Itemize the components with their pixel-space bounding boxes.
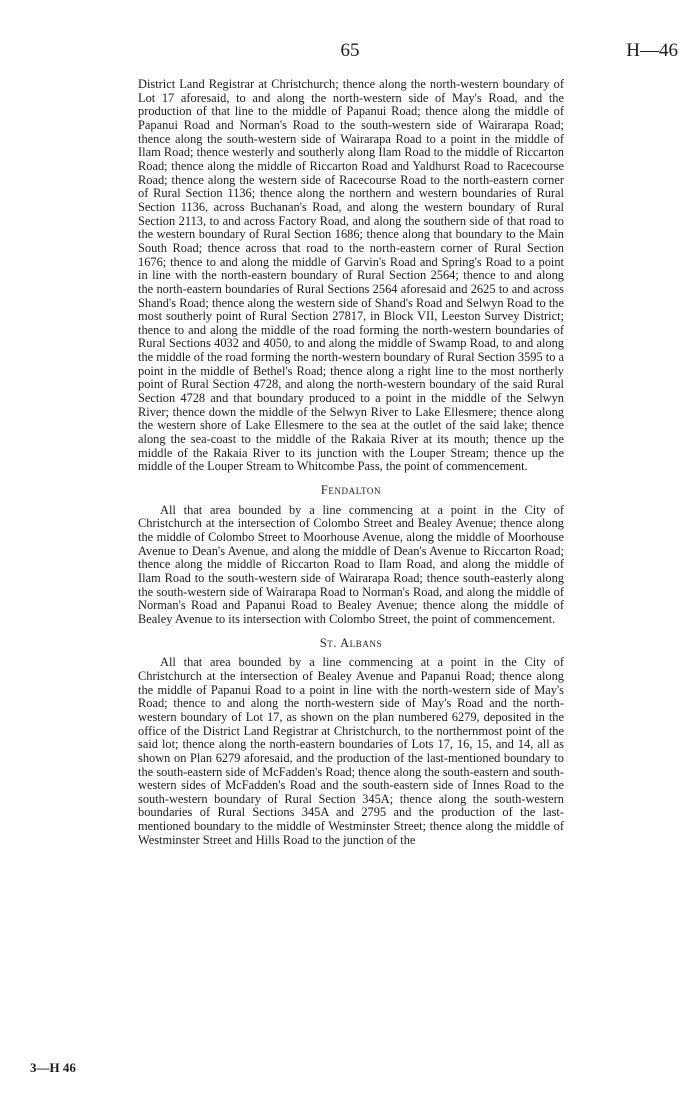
document-body — [138, 78, 564, 847]
section-paragraph-st-albans: All that area bounded by a line commencing at a point in the City of Christchurch at the intersection of Bealey Avenue and Papanui Road; thence along the middle of Papanui Road to a point in line with the north-western side of May's Road; thence to and along the north-western side of May's Road and the north-western boundary of Lot 17, as shown on the plan numbered 6279, deposited in the office of the District Land Registrar at Christchurch, to the northernmost point of the said lot; thence along the north-eastern boundaries of Lots 17, 16, 15, and 14, all as shown on Plan 6279 aforesaid, and the production of the last-mentioned boundary to the south-eastern side of McFadden's Road; thence along the south-eastern and south-western sides of McFadden's Road and the south-eastern side of Innes Road to the south-western boundary of Rural Section 345A; thence along the south-western boundaries of Rural Sections 345A and 2795 and the production of the last-mentioned boundary to the middle of Westminster Street; thence along the middle of Westminster Street and Hills Road to the junction of the — [138, 655, 564, 847]
section-paragraph-fendalton: All that area bounded by a line commencing at a point in the City of Christchurch at the intersection of Colombo Street and Bealey Avenue; thence along the middle of Colombo Street to Moorhouse Avenue, along the middle of Moorhouse Avenue to Dean's Avenue, and along the middle of Dean's Avenue to Riccarton Road; thence along the middle of Riccarton Road to Ilam Road, and along the middle of Ilam Road to the south-western side of Wairarapa Road; thence south-easterly along the south-western side of Wairarapa Road to Norman's Road, and along the middle of Norman's Road and Papanui Road to Bealey Avenue; thence along the middle of Bealey Avenue to its intersection with Colombo Street, the point of commencement. — [138, 502, 564, 626]
section-heading-st-albans: St. Albans — [319, 635, 383, 650]
footer-reference: 3—H 46 — [30, 1060, 76, 1075]
continuation-paragraph: District Land Registrar at Christchurch; thence along the north-western boundary of Lot 17 aforesaid, to and along the north-western side of May's Road, and the production of that line to the middle of Papanui Road; thence along the middle of Papanui Road and Norman's Road to the south-western side of Wairarapa Road; thence along the south-western side of Wairarapa Road to a point in the middle of Ilam Road; thence westerly and southerly along Ilam Road to the middle of Riccarton Road; thence along the middle of Riccarton Road and Yaldhurst Road to Racecourse Road; thence along the western side of Racecourse Road to the north-eastern corner of Rural Section 1136; thence along the northern and western boundaries of Rural Section 1136, across Buchanan's Road, and along the western boundary of Rural Section 2113, to and across Factory Road, and along the southern side of that road to the western boundary of Rural Section 1686; thence along that boundary to the Main South Road; thence across that road to the north-eastern corner of Rural Section 1676; thence to and along the middle of Garvin's Road and Spring's Road to a point in line with the north-eastern boundary of Rural Section 2564; thence to and along the north-eastern boundaries of Rural Sections 2564 aforesaid and 2625 to and across Shand's Road; thence along the western side of Shand's Road and Selwyn Road to the most southerly point of Rural Section 27817, in Block VII, Leeston Survey District; thence to and along the middle of the road forming the north-western boundaries of Rural Sections 4032 and 4050, to and along the middle of Swamp Road, to and along the middle of the road forming the north-western boundary of Rural Section 3595 to a point in the middle of Bethel's Road; thence along a right line to the most northerly point of Rural Section 4728, and along the north-western boundary of the said Rural Section 4728 and that boundary produced to a point in the middle of the Selwyn River; thence down the middle of the Selwyn River to Lake Ellesmere; thence along the western shore of Lake Ellesmere to the sea at the outlet of the said lake; thence along the sea-coast to the middle of the Rakaia River at its mouth; thence up the middle of the Rakaia River to its junction with the Louper Stream; thence up the middle of the Louper Stream to Whitcombe Pass, the point of commencement. — [138, 77, 564, 474]
page-number: 65 — [340, 40, 360, 61]
document-reference: H—46 — [626, 40, 678, 61]
section-heading-fendalton: Fendalton — [320, 483, 382, 498]
